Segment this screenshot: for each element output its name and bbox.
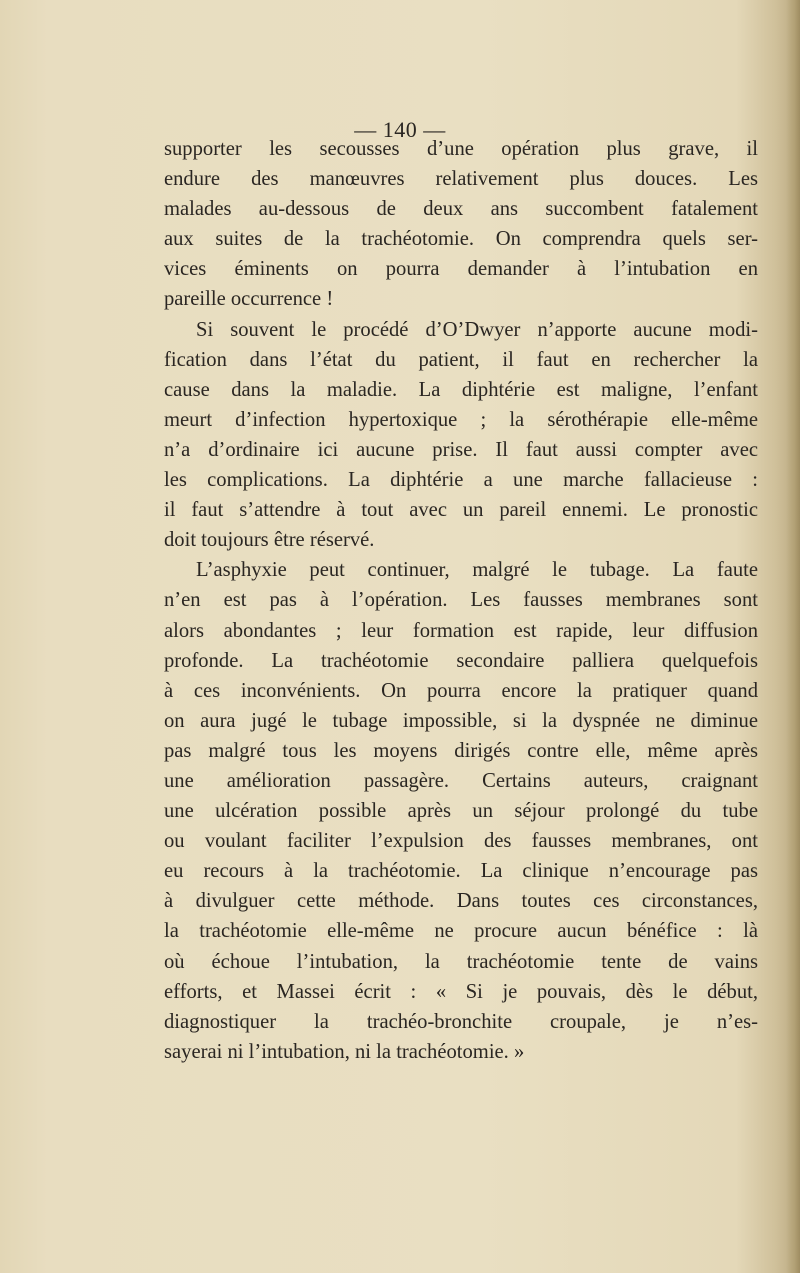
text-line: où échoue l’intubation, la trachéotomie tente de vains	[164, 950, 758, 973]
text-line: cause dans la maladie. La diphtérie est maligne, l’enfant	[164, 378, 758, 401]
text-line: ou voulant faciliter l’expulsion des fausses membranes, ont	[164, 830, 758, 853]
text-line: vices éminents on pourra demander à l’intubation en	[164, 258, 758, 281]
text-line: les complications. La diphtérie a une marche fallacieuse :	[164, 469, 758, 492]
page-number: — 140 —	[354, 117, 446, 142]
text-line: une amélioration passagère. Certains auteurs, craignant	[164, 769, 758, 792]
text-line: supporter les secousses d’une opération plus grave, il	[164, 138, 758, 160]
text-line: pas malgré tous les moyens dirigés contre elle, même après	[164, 739, 758, 762]
text-line: meurt d’infection hypertoxique ; la sérothérapie elle-même	[164, 408, 758, 431]
text-line: n’en est pas à l’opération. Les fausses membranes sont	[164, 589, 758, 612]
text-line: L’asphyxie peut continuer, malgré le tubage. La faute	[196, 559, 758, 582]
text-line: eu recours à la trachéotomie. La clinique n’encourage pas	[164, 860, 758, 883]
page-edge-shadow	[786, 0, 800, 1273]
text-line: efforts, et Massei écrit : « Si je pouvais, dès le début,	[164, 980, 758, 1003]
text-line: il faut s’attendre à tout avec un pareil ennemi. Le pronostic	[164, 499, 758, 522]
text-line: pareille occurrence !	[164, 288, 334, 311]
text-line: endure des manœuvres relativement plus douces. Les	[164, 168, 758, 191]
text-line: profonde. La trachéotomie secondaire palliera quelquefois	[164, 649, 758, 672]
text-line: diagnostiquer la trachéo-bronchite croupale, je n’es-	[164, 1010, 758, 1033]
text-line: malades au-dessous de deux ans succombent fatalement	[164, 198, 758, 221]
text-line: Si souvent le procédé d’O’Dwyer n’apporte aucune modi-	[196, 318, 758, 341]
body-text	[164, 134, 758, 1067]
text-line: à divulguer cette méthode. Dans toutes ces circonstances,	[164, 890, 758, 913]
text-line: doit toujours être réservé.	[164, 529, 375, 552]
text-line: alors abondantes ; leur formation est rapide, leur diffusion	[164, 619, 758, 642]
text-line: la trachéotomie elle-même ne procure aucun bénéfice : là	[164, 920, 758, 943]
text-line: n’a d’ordinaire ici aucune prise. Il faut aussi compter avec	[164, 438, 758, 461]
text-line: aux suites de la trachéotomie. On comprendra quels ser-	[164, 228, 758, 251]
text-line: une ulcération possible après un séjour prolongé du tube	[164, 800, 758, 823]
text-line: on aura jugé le tubage impossible, si la dyspnée ne diminue	[164, 709, 758, 732]
text-line: fication dans l’état du patient, il faut en rechercher la	[164, 348, 758, 371]
text-line: sayerai ni l’intubation, ni la trachéotomie. »	[164, 1040, 525, 1063]
text-line: à ces inconvénients. On pourra encore la pratiquer quand	[164, 679, 758, 702]
